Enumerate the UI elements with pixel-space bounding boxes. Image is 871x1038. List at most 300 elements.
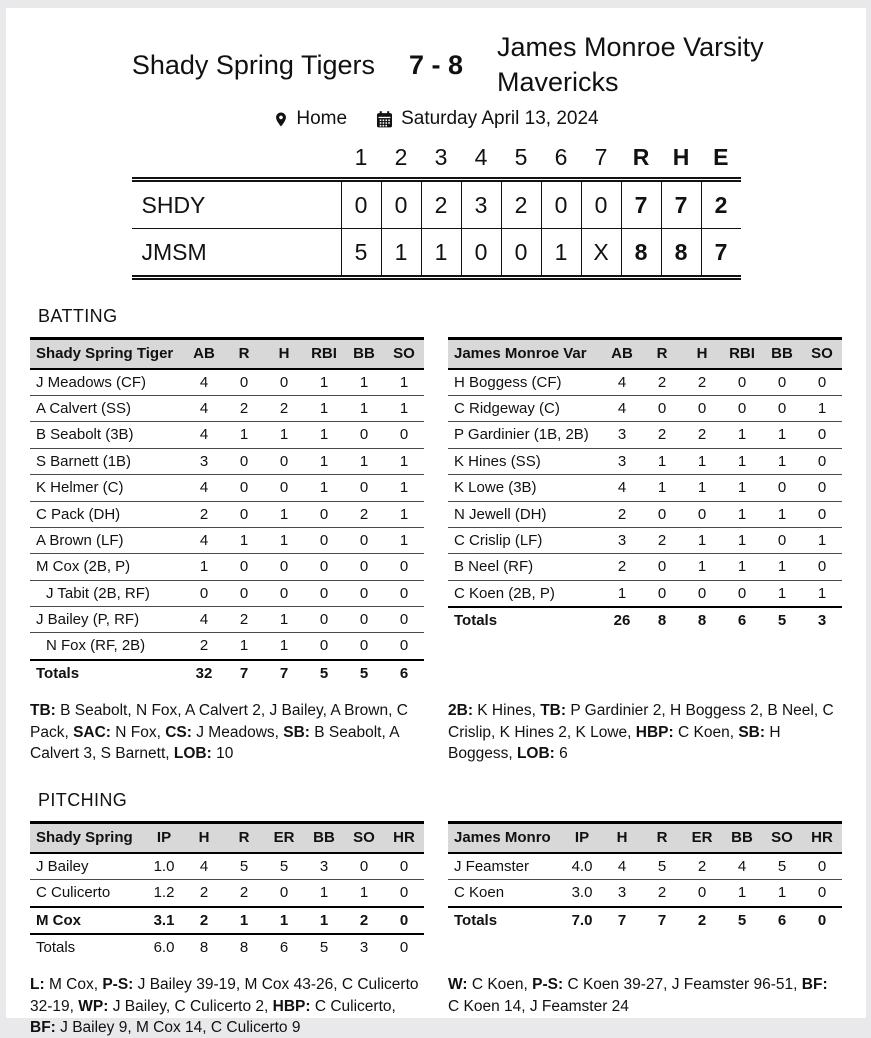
stat-value: 1 [802, 395, 842, 421]
stat-value: 1 [399, 373, 409, 391]
player-row [30, 907, 424, 934]
inning-score: 7 [701, 229, 741, 278]
batting-notes-away: 2B: K Hines, TB: P Gardinier 2, H Boggess 2, B Neel, C Crislip, K Hines 2, K Lowe, HBP: C Koen, SB: H Boggess, LOB: 6 [448, 702, 834, 763]
totals-label: Totals [30, 934, 144, 960]
stat-value: 0 [762, 475, 802, 501]
stat-value: 0 [304, 607, 344, 633]
stats-header-row [30, 339, 424, 369]
batting-section [6, 306, 866, 764]
stat-label: P-S: [102, 976, 134, 994]
stat-value: 1 [384, 527, 424, 553]
stat-value: 1 [722, 880, 762, 907]
stat-value: 1 [359, 373, 369, 391]
stat-value: 0 [642, 580, 682, 607]
stat-value: 1 [762, 554, 802, 580]
totals-row [30, 660, 424, 686]
player-name: J Meadows (CF) [36, 373, 147, 391]
stat-value: 1 [264, 422, 304, 448]
stat-value: 1 [762, 501, 802, 527]
stat-column-header: R [642, 823, 682, 853]
batting-table-home [30, 337, 424, 686]
totals-value: 3 [344, 934, 384, 960]
totals-row [448, 907, 842, 933]
stat-value: 3 [602, 422, 642, 448]
stat-column-header: HR [384, 823, 424, 853]
player-name: N Fox (RF, 2B) [30, 633, 184, 660]
stat-value: 1 [319, 373, 329, 391]
home-team-name: Shady Spring Tigers [131, 49, 375, 80]
stat-value: 0 [384, 554, 424, 580]
player-row [30, 554, 424, 580]
stat-value: 1 [224, 907, 264, 934]
stat-value: 0 [642, 395, 682, 421]
stat-value: 1 [304, 395, 344, 421]
stat-value: 0 [777, 373, 787, 391]
date-label: Saturday April 13, 2024 [401, 108, 599, 130]
inning-score: 0 [341, 180, 381, 229]
inning-score: 1 [541, 229, 581, 278]
inning-header: 1 [341, 142, 381, 180]
player-row [30, 580, 424, 606]
inning-header: 5 [501, 142, 541, 180]
player-name: K Helmer (C) [30, 475, 184, 501]
stat-value: 0 [304, 580, 344, 606]
player-name: H Boggess (CF) [454, 373, 562, 391]
stat-column-header: BB [304, 823, 344, 853]
stat-value: 1 [304, 422, 344, 448]
stat-value: 5 [777, 857, 787, 875]
totals-value: 26 [602, 607, 642, 633]
player-row [448, 554, 842, 580]
player-row [448, 501, 842, 527]
stat-column-header: IP [144, 823, 184, 853]
stat-value: 4 [184, 475, 224, 501]
stat-value: 0 [737, 373, 747, 391]
player-name: A Brown (LF) [30, 527, 184, 553]
player-name: C Crislip (LF) [448, 527, 602, 553]
inning-score: 2 [701, 180, 741, 229]
stat-value: 0 [682, 395, 722, 421]
stat-value: 0 [384, 633, 424, 660]
stat-value: 1 [762, 422, 802, 448]
stat-value: 0 [264, 880, 304, 907]
stat-column-header: R [224, 823, 264, 853]
stat-value: 1 [682, 554, 722, 580]
stats-header [448, 339, 842, 369]
player-name: K Lowe (3B) [448, 475, 602, 501]
stat-column-header: SO [802, 339, 842, 369]
stat-column-header: H [264, 339, 304, 369]
inning-header: 2 [381, 142, 421, 180]
calendar-icon [375, 110, 394, 129]
inning-score: 0 [461, 229, 501, 278]
stat-value: 1 [184, 554, 224, 580]
batting-grid [6, 337, 866, 764]
player-name: M Cox [30, 907, 144, 934]
totals-value: 2 [682, 907, 722, 933]
stat-value: 1 [762, 448, 802, 474]
stat-value: 4.0 [571, 857, 593, 875]
stat-value: 4 [184, 527, 224, 553]
stat-value: 2 [697, 857, 707, 875]
stat-value: 0 [344, 633, 384, 660]
stat-value: 0 [642, 554, 682, 580]
stat-label: 2B: [448, 702, 473, 720]
player-name: B Seabolt (3B) [30, 422, 184, 448]
stat-label: HBP: [272, 997, 311, 1015]
stat-value: 1 [802, 580, 842, 607]
totals-value: 8 [682, 607, 722, 633]
stat-value: 0 [279, 373, 289, 391]
stat-value: 3 [602, 880, 642, 907]
stats-body [30, 369, 424, 687]
stat-column-header: HR [802, 823, 842, 853]
stat-value: 2 [184, 633, 224, 660]
inning-header: 3 [421, 142, 461, 180]
inning-score: 5 [341, 229, 381, 278]
stat-label: WP: [78, 997, 109, 1015]
stat-value: 0 [344, 422, 384, 448]
player-row [448, 853, 842, 880]
stat-value: 0 [224, 475, 264, 501]
stat-column-header: H [184, 823, 224, 853]
team-abbr: JMSM [132, 229, 342, 278]
stat-column-header: SO [344, 823, 384, 853]
away-team-name: James Monroe Varsity Mavericks [497, 32, 764, 98]
stat-value: 1 [304, 880, 344, 907]
stat-value: 0 [802, 501, 842, 527]
totals-row [448, 607, 842, 633]
stat-value: 1 [344, 448, 384, 474]
pitching-heading: PITCHING [38, 790, 128, 811]
player-row [448, 580, 842, 607]
stat-value: 2 [224, 880, 264, 907]
player-name: C Culicerto [30, 880, 144, 907]
inning-header: E [701, 142, 741, 180]
stat-value: 0 [224, 501, 264, 527]
stat-value: 1 [722, 554, 762, 580]
stat-value: 2 [682, 422, 722, 448]
pitching-notes-home: L: M Cox, P-S: J Bailey 39-19, M Cox 43-26, C Culicerto 32-19, WP: J Bailey, C Culicerto 2, HBP: C Culicerto, BF: J Bailey 9, M Cox 14, C Culicerto 9 [30, 976, 419, 1037]
stat-value: 1 [264, 607, 304, 633]
stat-column-header: H [602, 823, 642, 853]
inning-score: 1 [421, 229, 461, 278]
stat-value: 1 [642, 475, 682, 501]
stat-label: LOB: [516, 745, 555, 763]
stat-label: SB: [738, 723, 766, 741]
player-name: C Pack (DH) [30, 501, 184, 527]
stat-value: 4 [199, 373, 209, 391]
stat-value: 0 [224, 448, 264, 474]
stat-value: 2 [657, 373, 667, 391]
totals-value: 5 [722, 907, 762, 933]
stat-label: W: [448, 976, 468, 994]
stat-column-header: SO [384, 339, 424, 369]
totals-value: 6 [264, 934, 304, 960]
stat-value: 0 [682, 501, 722, 527]
player-row [30, 422, 424, 448]
stat-value: 0 [642, 501, 682, 527]
stat-label: BF: [30, 1019, 56, 1037]
inning-score: 7 [661, 180, 701, 229]
inning-header: H [661, 142, 701, 180]
stat-value: 2 [344, 907, 384, 934]
stat-value: 3 [184, 448, 224, 474]
stat-column-header: SO [762, 823, 802, 853]
totals-value: 0 [802, 907, 842, 933]
player-name: C Koen [448, 880, 562, 907]
totals-value: 5 [344, 660, 384, 686]
totals-value: 6.0 [144, 934, 184, 960]
stat-value: 2 [642, 527, 682, 553]
stat-column-header: AB [602, 339, 642, 369]
pitching-table-away [448, 821, 842, 933]
stats-body [448, 853, 842, 933]
stat-value: 0 [344, 607, 384, 633]
stat-value: 1 [682, 527, 722, 553]
stat-value: 2 [184, 501, 224, 527]
stat-value: 2 [224, 607, 264, 633]
stat-value: 1 [304, 448, 344, 474]
player-row [30, 395, 424, 421]
stat-value: 1 [682, 448, 722, 474]
inning-score: 1 [381, 229, 421, 278]
stat-value: 0 [817, 857, 827, 875]
player-row [448, 527, 842, 553]
player-row [448, 880, 842, 907]
stat-value: 4 [617, 373, 627, 391]
player-row [448, 475, 842, 501]
location-item [273, 108, 347, 130]
stats-header-row [448, 339, 842, 369]
stat-value: 4 [602, 395, 642, 421]
inning-score: 2 [421, 180, 461, 229]
line-score-header-row [132, 142, 741, 180]
stat-column-header: H [682, 339, 722, 369]
team-column-header: Shady Spring Tiger [30, 339, 184, 369]
stat-value: 5 [657, 857, 667, 875]
stat-value: 1 [762, 880, 802, 907]
stat-value: 1 [722, 448, 762, 474]
stat-value: 0 [264, 554, 304, 580]
stat-value: 1.0 [153, 857, 175, 875]
totals-value: 7 [642, 907, 682, 933]
stat-value: 0 [264, 448, 304, 474]
stat-value: 0 [239, 373, 249, 391]
stat-value: 2 [697, 373, 707, 391]
pitching-table-home [30, 821, 424, 960]
stat-value: 1 [344, 880, 384, 907]
stat-label: BF: [801, 976, 828, 994]
inning-score: X [581, 229, 621, 278]
team-column-header: James Monroe Var [448, 339, 602, 369]
map-pin-icon [273, 110, 289, 129]
totals-label: Totals [448, 607, 602, 633]
stat-label: SB: [283, 723, 310, 741]
inning-score: 2 [501, 180, 541, 229]
stat-column-header: BB [762, 339, 802, 369]
stat-value: 0 [224, 580, 264, 606]
inning-header: R [621, 142, 661, 180]
player-row [448, 422, 842, 448]
inning-header: 7 [581, 142, 621, 180]
totals-value: 5 [304, 934, 344, 960]
stat-value: 0 [802, 880, 842, 907]
stat-label: L: [30, 976, 45, 994]
team-column-header: Shady Spring [30, 823, 144, 853]
stat-column-header: IP [562, 823, 602, 853]
pitching-notes-away: W: C Koen, P-S: C Koen 39-27, J Feamster 96-51, BF: C Koen 14, J Feamster 24 [448, 976, 828, 1015]
player-name: A Calvert (SS) [30, 395, 184, 421]
stat-value: 1 [224, 422, 264, 448]
stat-value: 0 [344, 475, 384, 501]
stats-header-row [30, 823, 424, 853]
stat-value: 0 [384, 607, 424, 633]
totals-value: 6 [384, 660, 424, 686]
stat-value: 0 [304, 633, 344, 660]
stat-value: 0 [682, 580, 722, 607]
location-label: Home [296, 108, 348, 130]
stat-value: 4 [184, 422, 224, 448]
stat-value: 1 [384, 448, 424, 474]
player-row [30, 853, 424, 880]
stat-value: 1 [264, 527, 304, 553]
totals-label: Totals [448, 907, 562, 933]
totals-value: 7.0 [562, 907, 602, 933]
line-score-corner [132, 142, 342, 180]
player-row [30, 633, 424, 660]
stat-value: 3 [602, 527, 642, 553]
stat-column-header: R [224, 339, 264, 369]
game-meta [6, 108, 866, 130]
stat-value: 2 [602, 554, 642, 580]
inning-header: 6 [541, 142, 581, 180]
batting-heading: BATTING [38, 306, 118, 327]
player-name: N Jewell (DH) [448, 501, 602, 527]
stat-label: HBP: [635, 723, 674, 741]
stat-value: 2 [264, 395, 304, 421]
stat-value: 3.1 [144, 907, 184, 934]
line-score-wrap [6, 142, 866, 280]
stat-value: 0 [344, 554, 384, 580]
player-row [30, 448, 424, 474]
stat-value: 4 [602, 475, 642, 501]
pitching-grid [6, 821, 866, 1038]
line-score-table [132, 142, 741, 280]
stat-value: 2 [184, 880, 224, 907]
stat-value: 1 [722, 501, 762, 527]
totals-value: 6 [762, 907, 802, 933]
line-score-header [132, 142, 741, 180]
stat-value: 1 [384, 501, 424, 527]
player-row [30, 607, 424, 633]
player-name: M Cox (2B, P) [30, 554, 184, 580]
stat-value: 0 [264, 475, 304, 501]
game-header [6, 30, 866, 100]
inning-score: 0 [541, 180, 581, 229]
stat-value: 1 [642, 448, 682, 474]
stat-value: 1 [264, 907, 304, 934]
stat-value: 1 [304, 907, 344, 934]
stat-value: 1 [384, 475, 424, 501]
stat-value: 0 [344, 527, 384, 553]
stat-value: 0 [802, 475, 842, 501]
player-name: P Gardinier (1B, 2B) [448, 422, 602, 448]
stat-value: 1 [602, 580, 642, 607]
stat-value: 1 [722, 422, 762, 448]
inning-score: 0 [501, 229, 541, 278]
stat-value: 2 [344, 501, 384, 527]
player-row [448, 395, 842, 421]
team-abbr: SHDY [141, 191, 206, 218]
stat-value: 2 [642, 422, 682, 448]
stat-value: 0 [384, 907, 424, 934]
stat-label: TB: [540, 702, 567, 720]
totals-value: 8 [184, 934, 224, 960]
stats-header [30, 339, 424, 369]
stat-value: 1 [682, 475, 722, 501]
totals-label: Totals [30, 660, 184, 686]
player-name: B Neel (RF) [448, 554, 602, 580]
stat-value: 1 [264, 633, 304, 660]
stat-value: 0 [264, 580, 304, 606]
player-row [30, 527, 424, 553]
totals-value: 8 [224, 934, 264, 960]
stat-value: 0 [802, 448, 842, 474]
stat-value: 5 [279, 857, 289, 875]
stat-value: 0 [722, 580, 762, 607]
stat-value: 1.2 [144, 880, 184, 907]
stat-label: P-S: [532, 976, 564, 994]
stat-value: 1 [722, 527, 762, 553]
stat-value: 0 [722, 395, 762, 421]
totals-value: 7 [602, 907, 642, 933]
stat-label: SAC: [73, 723, 111, 741]
player-row [448, 448, 842, 474]
totals-value: 6 [722, 607, 762, 633]
player-row [30, 501, 424, 527]
stat-value: 0 [344, 580, 384, 606]
player-row [30, 475, 424, 501]
inning-score: 0 [381, 180, 421, 229]
stat-value: 3 [319, 857, 329, 875]
player-name: C Koen (2B, P) [448, 580, 602, 607]
inning-header: 4 [461, 142, 501, 180]
totals-value: 7 [224, 660, 264, 686]
stat-value: 4 [617, 857, 627, 875]
player-name: K Hines (SS) [448, 448, 602, 474]
player-row [448, 369, 842, 396]
stat-value: 0 [762, 527, 802, 553]
stat-value: 0 [304, 554, 344, 580]
batting-notes-home: TB: B Seabolt, N Fox, A Calvert 2, J Bailey, A Brown, C Pack, SAC: N Fox, CS: J Meadows, SB: B Seabolt, A Calvert 3, S Barnett, LOB: 10 [30, 702, 408, 763]
totals-value: 32 [184, 660, 224, 686]
stat-value: 0 [802, 422, 842, 448]
stat-value: 1 [224, 633, 264, 660]
stat-value: 0 [384, 880, 424, 907]
totals-value: 5 [762, 607, 802, 633]
stat-value: 1 [224, 527, 264, 553]
stat-label: CS: [165, 723, 192, 741]
stat-column-header: ER [682, 823, 722, 853]
stat-value: 2 [602, 501, 642, 527]
stat-value: 1 [722, 475, 762, 501]
stat-value: 0 [359, 857, 369, 875]
inning-score: 7 [621, 180, 661, 229]
stat-value: 0 [184, 580, 224, 606]
stat-column-header: RBI [722, 339, 762, 369]
player-name: J Feamster [454, 857, 530, 875]
